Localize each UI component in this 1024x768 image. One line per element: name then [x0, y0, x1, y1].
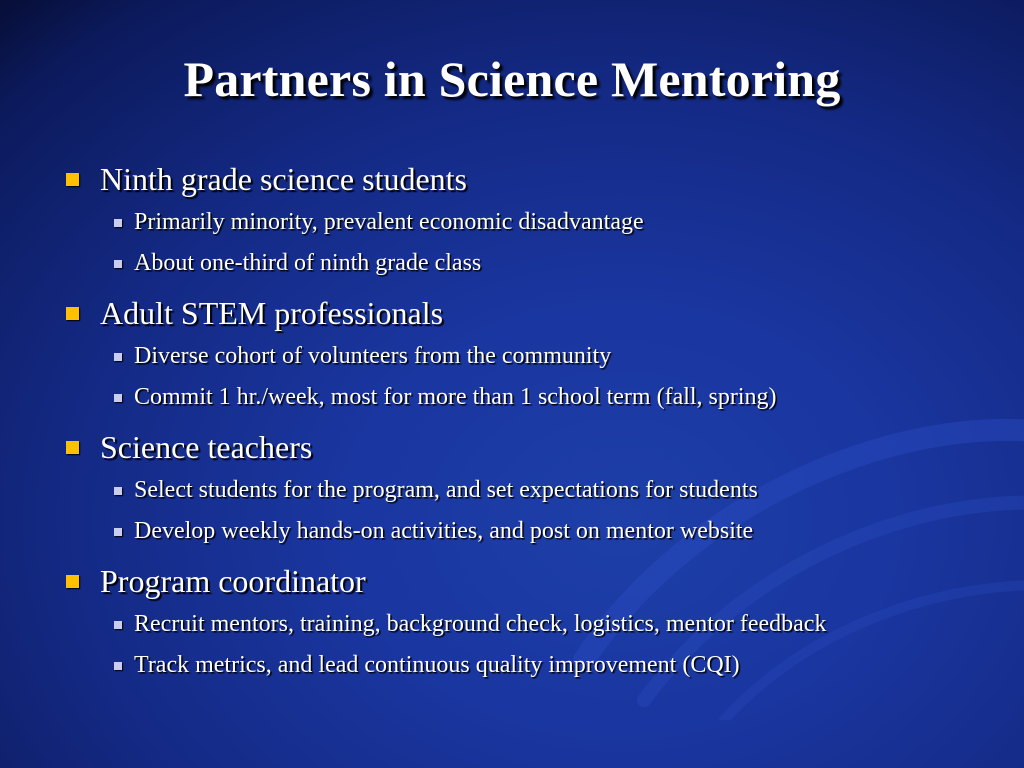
slide-title: Partners in Science Mentoring — [183, 51, 841, 107]
bullet-item-level2 — [60, 511, 1000, 552]
bullet-item-level2 — [60, 470, 1000, 511]
bullet-text: About one-third of ninth grade class — [134, 250, 482, 276]
small-square-bullet-icon — [114, 528, 122, 536]
section-teachers — [60, 424, 1000, 552]
section-professionals — [60, 290, 1000, 418]
bullet-heading: Science teachers — [100, 428, 313, 465]
bullet-text: Select students for the program, and set expectations for students — [134, 477, 758, 503]
bullet-item-level2 — [60, 377, 1000, 418]
bullet-list — [60, 152, 1000, 692]
square-bullet-icon — [66, 441, 79, 454]
section-students — [60, 156, 1000, 284]
small-square-bullet-icon — [114, 621, 122, 629]
bullet-text: Commit 1 hr./week, most for more than 1 school term (fall, spring) — [134, 384, 777, 410]
square-bullet-icon — [66, 173, 79, 186]
bullet-item-level2 — [60, 202, 1000, 243]
bullet-item-level1 — [60, 424, 1000, 470]
bullet-item-level1 — [60, 156, 1000, 202]
bullet-item-level2 — [60, 336, 1000, 377]
bullet-text: Primarily minority, prevalent economic disadvantage — [134, 209, 644, 235]
bullet-item-level1 — [60, 558, 1000, 604]
small-square-bullet-icon — [114, 394, 122, 402]
bullet-item-level2 — [60, 604, 1000, 645]
bullet-text: Develop weekly hands-on activities, and post on mentor website — [134, 518, 754, 544]
bullet-heading: Ninth grade science students — [100, 160, 467, 197]
small-square-bullet-icon — [114, 219, 122, 227]
bullet-text: Track metrics, and lead continuous quality improvement (CQI) — [134, 652, 740, 678]
small-square-bullet-icon — [114, 487, 122, 495]
small-square-bullet-icon — [114, 662, 122, 670]
small-square-bullet-icon — [114, 260, 122, 268]
bullet-item-level2 — [60, 243, 1000, 284]
bullet-heading: Program coordinator — [100, 562, 366, 599]
square-bullet-icon — [66, 575, 79, 588]
bullet-item-level2 — [60, 645, 1000, 686]
bullet-item-level1 — [60, 290, 1000, 336]
bullet-heading: Adult STEM professionals — [100, 294, 444, 331]
small-square-bullet-icon — [114, 353, 122, 361]
bullet-text: Diverse cohort of volunteers from the community — [134, 343, 612, 369]
square-bullet-icon — [66, 307, 79, 320]
bullet-text: Recruit mentors, training, background check, logistics, mentor feedback — [134, 611, 827, 637]
section-coordinator — [60, 558, 1000, 686]
